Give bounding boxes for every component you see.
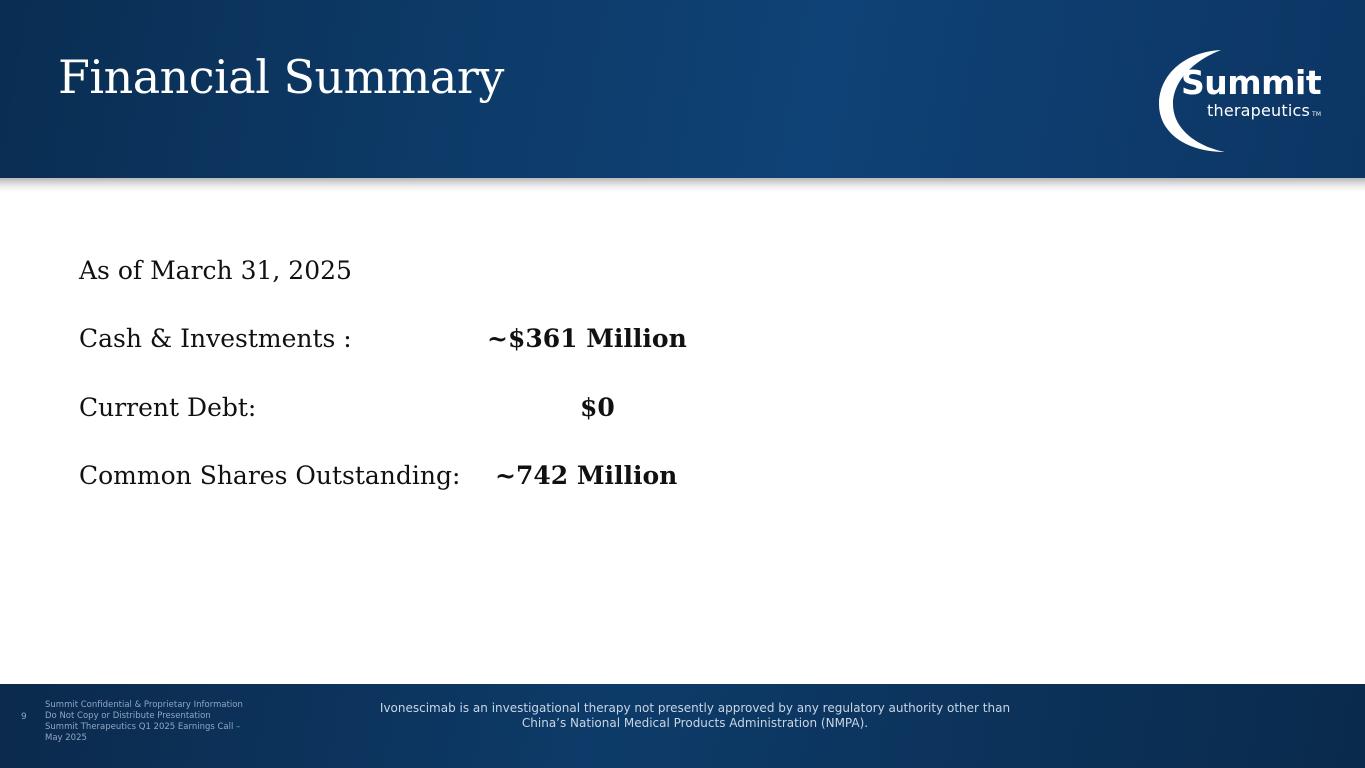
regulatory-disclaimer <box>330 701 1060 731</box>
confidential-line: Do Not Copy or Distribute Presentation <box>45 711 211 721</box>
confidential-line: May 2025 <box>45 733 87 743</box>
confidential-line: Summit Confidential & Proprietary Information <box>45 700 243 710</box>
shares-value: ~742 Million <box>495 461 678 490</box>
shares-label: Common Shares Outstanding: <box>79 461 461 490</box>
debt-label: Current Debt: <box>79 393 257 422</box>
debt-value: $0 <box>580 393 615 422</box>
disclaimer-line: China’s National Medical Products Administration (NMPA). <box>521 716 869 730</box>
logo-wordmark: Summit <box>1181 63 1322 102</box>
logo-subtitle-text: therapeutics <box>1207 101 1311 120</box>
disclaimer-line: Ivonescimab is an investigational therapy not presently approved by any regulatory authority other than <box>379 701 1011 715</box>
footer-banner <box>0 684 1365 768</box>
logo-trademark: TM <box>1312 111 1322 118</box>
page-number: 9 <box>21 712 27 722</box>
confidential-notice <box>45 700 243 744</box>
page-title: Financial Summary <box>58 50 504 104</box>
cash-label: Cash & Investments : <box>79 324 352 353</box>
confidential-line: Summit Therapeutics Q1 2025 Earnings Call – <box>45 722 241 732</box>
cash-value: ~$361 Million <box>487 324 687 353</box>
as-of-date: As of March 31, 2025 <box>79 256 352 285</box>
